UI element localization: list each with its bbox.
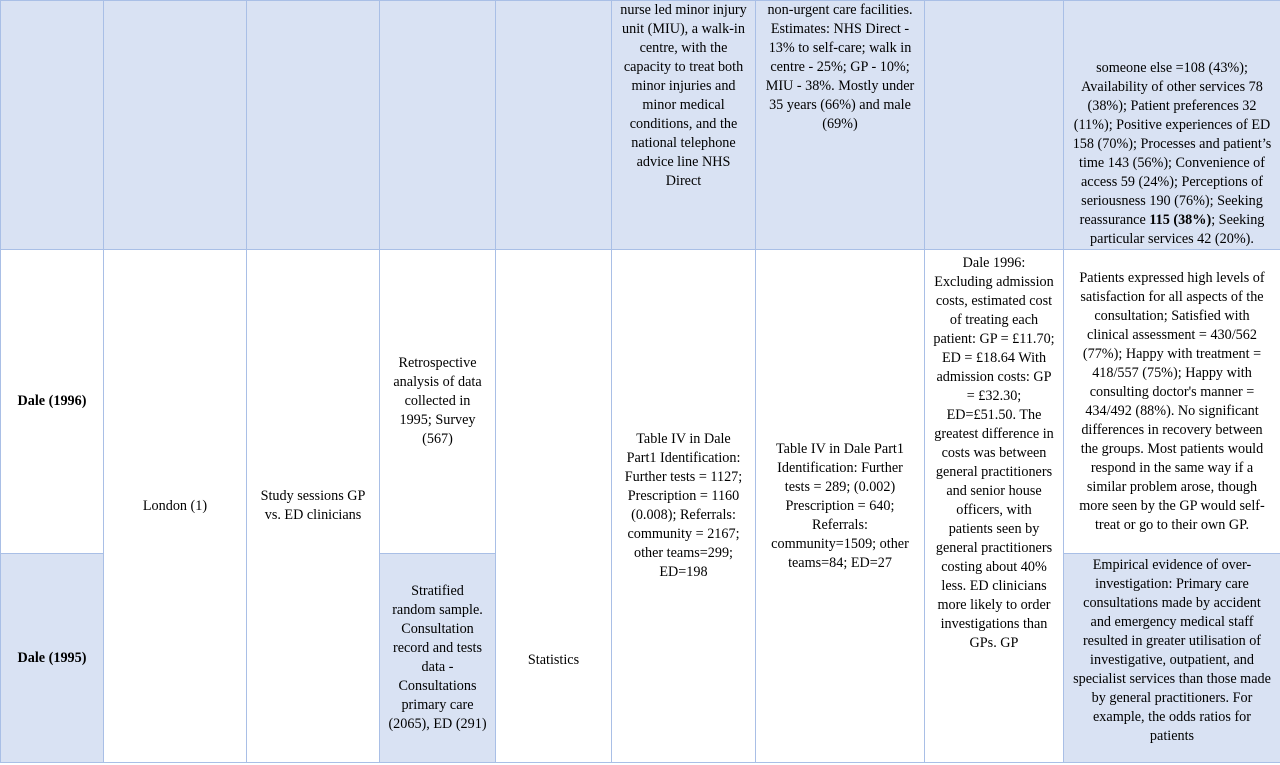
reasons-text-part: someone else =108 (43%); Availability of other services 78 (38%); Patient preferences 32 (11%); Positive experiences of ED 158 (70%); Processes and patient’s time 143 (56%); Convenience of access 59 (24%); Perceptions of seriousness 190 (76%); Seeking reassurance	[1072, 60, 1272, 228]
table-cell	[1064, 1, 1280, 250]
table-cell	[496, 1, 612, 250]
table-cell	[247, 1, 380, 250]
table-iv-cell-a: Table IV in Dale Part1 Identification: Further tests = 1127; Prescription = 1160 (0.008); Referrals: community = 2167; other teams=299; ED=198	[612, 250, 756, 763]
outcome-cell	[1064, 554, 1280, 763]
design-cell: Retrospective analysis of data collected in 1995; Survey (567)	[380, 250, 496, 554]
analysis-text: Statistics	[527, 652, 580, 668]
comparison-cell: Study sessions GP vs. ED clinicians	[247, 250, 380, 763]
cost-text: Dale 1996: Excluding admission costs, estimated cost of treating each patient: GP = £11.70; ED = £18.64 With admission costs: GP = £32.30; ED=£51.50. The greatest difference in costs was between general practitioners and senior house officers, with patients seen by general practitioners costing about 40% less. ED clinicians more likely to order investigations than GPs. GP	[933, 255, 1055, 651]
table-row	[1, 1, 1280, 250]
outcome-text: Empirical evidence of over-investigation: Primary care consultations made by accident and emergency medical staff resulted in greater utilisation of investigative, outpatient, and specialist services than those made by general practitioners. For example, the odds ratios for patients	[1073, 557, 1271, 744]
study-name: Dale (1996)	[1, 250, 104, 554]
design-cell: Stratified random sample. Consultation record and tests data - Consultations primary care (2065), ED (291)	[380, 554, 496, 763]
location-cell: London (1)	[104, 250, 247, 763]
reasons-text-part: ; Seeking particular services 42 (20%).	[1090, 212, 1265, 247]
table-cell	[612, 1, 756, 250]
outcome-cell: Patients expressed high levels of satisfaction for all aspects of the consultation; Satisfied with clinical assessment = 430/562 (77%); Happy with treatment = 418/557 (75%); Happy with consulting doctor's manner = 434/492 (88%). No significant differences in recovery between the groups. Most patients would respond in the same way if a similar problem arose, though more seen by the GP would self-treat or go to their own GP.	[1064, 250, 1280, 554]
cost-cell	[925, 250, 1064, 763]
table-cell	[756, 1, 925, 250]
table-cell	[925, 1, 1064, 250]
table-row	[1, 250, 1280, 554]
table-cell	[380, 1, 496, 250]
estimates-text: non-urgent care facilities. Estimates: NHS Direct - 13% to self-care; walk in centre - 25%; GP - 10%; MIU - 38%. Mostly under 35 years (66%) and male (69%)	[765, 2, 915, 132]
reasons-text	[1072, 59, 1272, 249]
table-cell	[1, 1, 104, 250]
service-description: nurse led minor injury unit (MIU), a walk-in centre, with the capacity to treat both minor injuries and minor medical conditions, and the national telephone advice line NHS Direct	[620, 2, 747, 189]
reasons-text-bold: 115 (38%)	[1149, 212, 1212, 228]
study-name: Dale (1995)	[1, 554, 104, 763]
table-cell	[104, 1, 247, 250]
table-iv-cell-b: Table IV in Dale Part1 Identification: Further tests = 289; (0.002) Prescription = 640; Referrals: community=1509; other teams=84; ED=27	[756, 250, 925, 763]
analysis-cell-empty	[496, 250, 612, 763]
